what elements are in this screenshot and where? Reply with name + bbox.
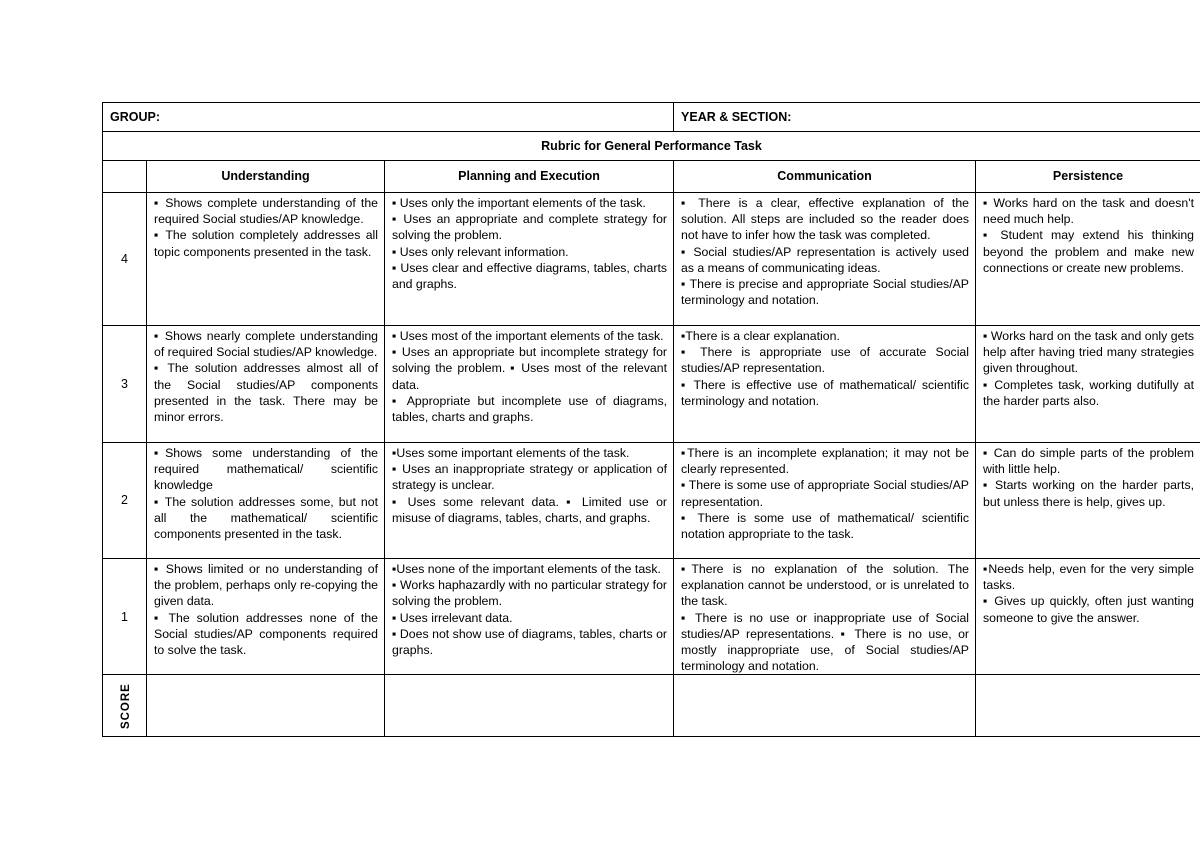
level-label: 1: [103, 559, 147, 675]
criterion-line: ▪ Starts working on the harder parts, but unless there is help, gives up.: [983, 478, 1195, 509]
criterion-cell-planning: [385, 326, 674, 443]
criterion-line: ▪ Uses an appropriate but incomplete strategy for solving the problem. ▪ Uses most of the relevant data.: [392, 345, 668, 392]
criterion-cell-persistence: [976, 559, 1200, 675]
rubric-row-level-4: [103, 193, 1200, 326]
criterion-line: ▪ Works hard on the task and only gets help after having tried many strategies given throughout.: [983, 329, 1195, 376]
criterion-line: ▪There is a clear explanation.: [681, 329, 840, 343]
criterion-cell-planning: [385, 559, 674, 675]
criterion-line: ▪Shows some understanding of the required mathematical/ scientific knowledge: [154, 446, 378, 493]
criterion-line: ▪ Shows nearly complete understanding of required Social studies/AP knowledge.: [154, 329, 378, 360]
year-section-label: YEAR & SECTION:: [681, 109, 792, 124]
criterion-cell-understanding: [147, 193, 385, 326]
criterion-line: ▪ There is a clear, effective explanation of the solution. All steps are included so the reader does not have to infer how the task was completed.: [681, 196, 970, 243]
criterion-line: ▪ Can do simple parts of the problem with little help.: [983, 446, 1195, 477]
criterion-cell-planning: [385, 193, 674, 326]
criterion-cell-understanding: [147, 326, 385, 443]
rubric-table: [102, 102, 1200, 737]
criterion-cell-communication: [674, 559, 976, 675]
title-row: [103, 132, 1200, 161]
criterion-cell-communication: [674, 326, 976, 443]
criterion-line: ▪ Student may extend his thinking beyond the problem and make new connections or create new problems.: [983, 228, 1195, 275]
corner-cell: [103, 161, 147, 193]
criterion-line: ▪There is no explanation of the solution. The explanation cannot be understood, or is unrelated to the task.: [681, 562, 970, 609]
column-header-planning: Planning and Execution: [385, 161, 674, 193]
criterion-cell-planning: [385, 443, 674, 559]
criterion-line: ▪ Shows complete understanding of the required Social studies/AP knowledge.: [154, 196, 378, 227]
criterion-cell-persistence: [976, 193, 1200, 326]
criterion-line: ▪ Does not show use of diagrams, tables, charts or graphs.: [392, 626, 668, 658]
criterion-line: ▪ The solution addresses some, but not all the mathematical/ scientific components presented in the task.: [154, 494, 378, 542]
criterion-line: ▪ Uses only the important elements of the task.: [392, 196, 646, 210]
column-header-communication: Communication: [674, 161, 976, 193]
rubric-title: Rubric for General Performance Task: [103, 132, 1200, 161]
group-label: GROUP:: [110, 109, 160, 124]
column-header-understanding: Understanding: [147, 161, 385, 193]
level-label: 3: [103, 326, 147, 443]
criterion-cell-communication: [674, 443, 976, 559]
criterion-line: ▪Uses some important elements of the task.: [392, 446, 630, 460]
criterion-line: ▪ Uses most of the important elements of the task.: [392, 329, 664, 343]
criterion-line: ▪ Uses an appropriate and complete strategy for solving the problem.: [392, 212, 668, 243]
criterion-line: ▪ Works haphazardly with no particular strategy for solving the problem.: [392, 578, 668, 609]
criterion-line: ▪ Social studies/AP representation is actively used as a means of communicating ideas.: [681, 244, 970, 275]
column-header-persistence: Persistence: [976, 161, 1200, 193]
criterion-line: ▪Needs help, even for the very simple tasks.: [983, 562, 1195, 593]
level-label: 4: [103, 193, 147, 326]
criterion-line: ▪ Completes task, working dutifully at the harder parts also.: [983, 377, 1195, 408]
column-header-row: [103, 161, 1200, 193]
criterion-line: ▪ The solution completely addresses all topic components presented in the task.: [154, 228, 378, 259]
rubric-row-level-2: [103, 443, 1200, 559]
criterion-line: ▪ There is some use of appropriate Social studies/AP representation.: [681, 478, 970, 509]
criterion-line: ▪There is an incomplete explanation; it may not be clearly represented.: [681, 446, 970, 477]
score-cell-planning[interactable]: [385, 675, 674, 737]
score-row: [103, 675, 1200, 737]
criterion-line: ▪ Uses an inappropriate strategy or application of strategy is unclear.: [392, 462, 668, 493]
criterion-line: ▪ Appropriate but incomplete use of diagrams, tables, charts and graphs.: [392, 393, 668, 425]
year-section-field[interactable]: [674, 103, 1200, 132]
criterion-line: ▪ Gives up quickly, often just wanting someone to give the answer.: [983, 594, 1195, 625]
header-row: [103, 103, 1200, 132]
rubric-row-level-1: [103, 559, 1200, 675]
criterion-line: ▪ Shows limited or no understanding of the problem, perhaps only re-copying the given data.: [154, 562, 378, 609]
criterion-line: ▪ Works hard on the task and doesn't need much help.: [983, 196, 1195, 227]
criterion-line: ▪ There is some use of mathematical/ scientific notation appropriate to the task.: [681, 510, 970, 542]
score-cell-communication[interactable]: [674, 675, 976, 737]
criterion-cell-understanding: [147, 559, 385, 675]
criterion-line: ▪ The solution addresses none of the Social studies/AP components required to solve the task.: [154, 610, 378, 658]
score-cell-understanding[interactable]: [147, 675, 385, 737]
criterion-line: ▪ There is no use or inappropriate use of Social studies/AP representations. ▪ There is no use, or mostly inappropriate use, of Social studies/AP terminology and notation.: [681, 610, 970, 674]
criterion-cell-persistence: [976, 443, 1200, 559]
criterion-line: ▪ The solution addresses almost all of the Social studies/AP components presented in the task. There may be minor errors.: [154, 361, 378, 425]
criterion-line: ▪ Uses only relevant information.: [392, 244, 569, 259]
criterion-cell-understanding: [147, 443, 385, 559]
criterion-line: ▪ Uses irrelevant data.: [392, 610, 513, 625]
criterion-line: ▪Uses none of the important elements of the task.: [392, 562, 661, 576]
criterion-cell-communication: [674, 193, 976, 326]
score-cell-persistence[interactable]: [976, 675, 1200, 737]
score-label: SCORE: [119, 683, 132, 730]
group-field[interactable]: [103, 103, 674, 132]
level-label: 2: [103, 443, 147, 559]
criterion-line: ▪ Uses some relevant data. ▪ Limited use or misuse of diagrams, tables, charts, and graphs.: [392, 494, 668, 525]
rubric-row-level-3: [103, 326, 1200, 443]
criterion-line: ▪ There is precise and appropriate Social studies/AP terminology and notation.: [681, 277, 970, 308]
criterion-line: ▪ Uses clear and effective diagrams, tables, charts and graphs.: [392, 260, 668, 292]
score-label-cell: [103, 675, 147, 737]
criterion-line: ▪ There is effective use of mathematical/ scientific terminology and notation.: [681, 377, 970, 408]
criterion-line: ▪ There is appropriate use of accurate Social studies/AP representation.: [681, 345, 970, 376]
criterion-cell-persistence: [976, 326, 1200, 443]
